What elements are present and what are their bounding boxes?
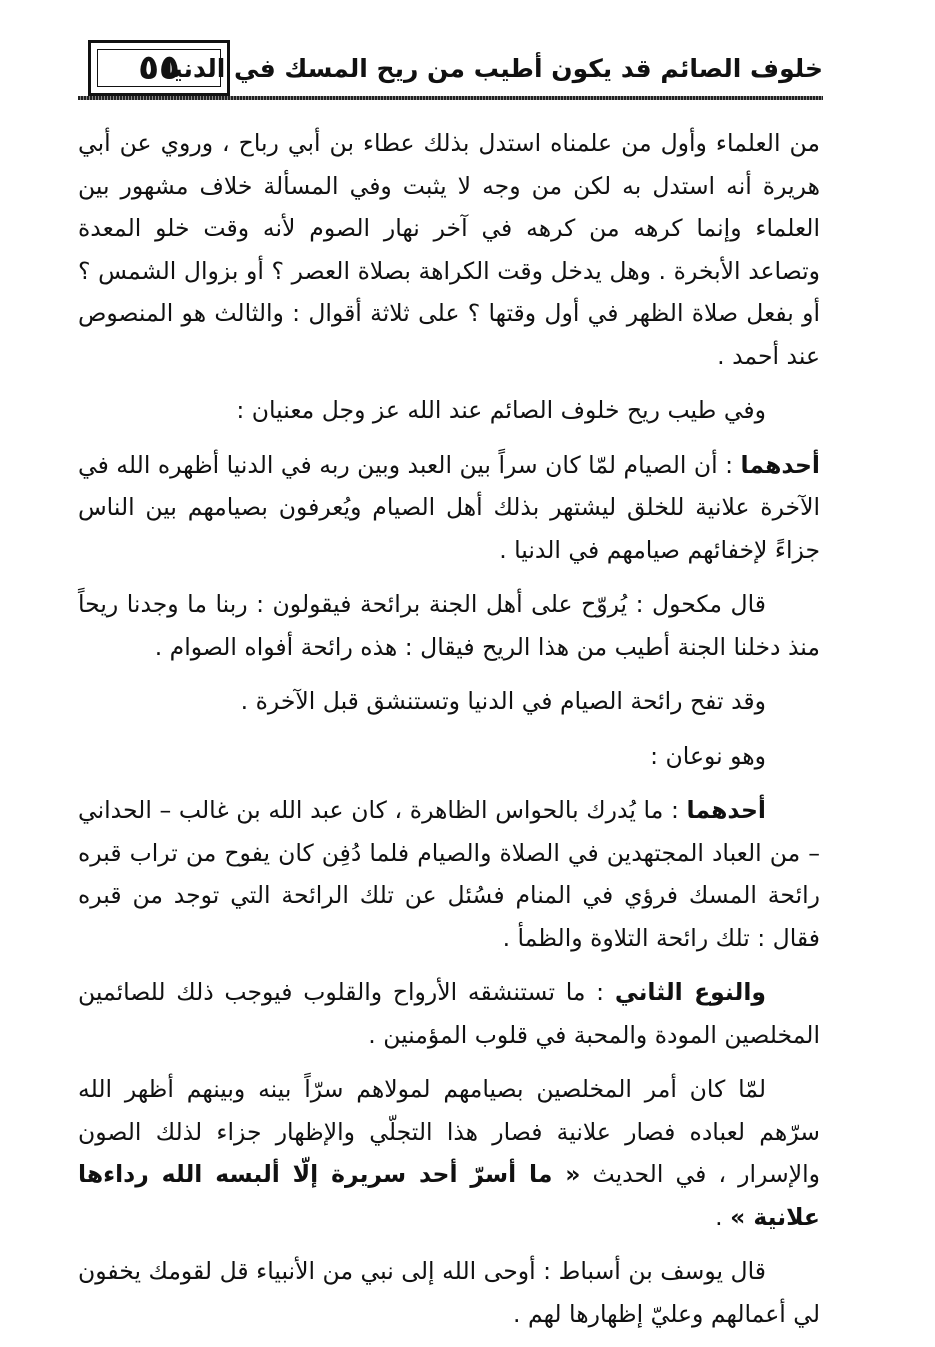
paragraph-2 [78,389,820,432]
paragraph-lead: أحدهما [740,450,820,479]
paragraph-text: وفي طيب ريح خلوف الصائم عند الله عز وجل معنيان : [236,396,766,424]
running-title: خلوف الصائم قد يكون أطيب من ريح المسك في الدنيا [163,54,823,83]
paragraph-5 [78,680,820,723]
hadith-quote: « ما أسرّ أحد سريرة إلّا ألبسه الله رداءها علانية » [78,1160,820,1231]
paragraph-text: قال مكحول : يُروّح على أهل الجنة برائحة فيقولون : ربنا ما وجدنا ريحاً منذ دخلنا الجنة أطيب من هذا الريح فيقال : هذه رائحة أفواه الصوام . [78,590,820,661]
paragraph-text: : ما تستنشقه الأرواح والقلوب فيوجب ذلك للصائمين المخلصين المودة والمحبة في قلوب المؤمنين . [78,978,820,1049]
paragraph-8 [78,971,820,1056]
paragraph-1 [78,122,820,377]
page-body [78,122,820,1347]
paragraph-text: : أن الصيام لمّا كان سراً بين العبد وبين ربه في الدنيا أظهره الله في الآخرة علانية للخلق ليشتهر بذلك أهل الصيام ويُعرفون بصيامهم بين الناس جزاءً لإخفائهم صيامهم في الدنيا . [78,450,820,564]
paragraph-10 [78,1250,820,1335]
paragraph-3 [78,444,820,572]
paragraph-text: قال يوسف بن أسباط : أوحى الله إلى نبي من الأنبياء قل لقومك يخفون لي أعمالهم وعليّ إظهارها لهم . [78,1257,820,1328]
paragraph-lead: والنوع الثاني [614,978,766,1006]
paragraph-text: من العلماء وأول من علمناه استدل بذلك عطاء بن أبي رباح ، وروي عن أبي هريرة أنه استدل به لكن من وجه لا يثبت وفي المسألة خلاف مشهور بين العلماء وإنما كرهه من كرهه في آخر نهار الصوم لأنه وقت خلو المعدة وتصاعد الأبخرة . وهل يدخل وقت الكراهة بصلاة العصر ؟ أو بزوال الشمس ؟ أو بفعل صلاة الظهر في أول وقتها ؟ على ثلاثة أقوال : والثالث هو المنصوص عند أحمد . [78,129,820,370]
paragraph-9 [78,1068,820,1238]
paragraph-lead: أحدهما [686,796,766,824]
paragraph-7 [78,789,820,959]
paragraph-text: لمّا كان أمر المخلصين بصيامهم لمولاهم سرّاً بينه وبينهم أظهر الله سرّهم لعباده فصار علانية فصار هذا التجلّي والإظهار جزاء لذلك الصون والإسرار ، في الحديث [78,1075,820,1188]
page-header [78,40,823,104]
paragraph-text: : ما يُدرك بالحواس الظاهرة ، كان عبد الله بن غالب – الحداني – من العباد المجتهدين في الصلاة والصيام فلما دُفِن كان يفوح من تراب قبره رائحة المسك فرؤي في المنام فسُئل عن تلك الرائحة التي توجد من قبره فقال : تلك رائحة التلاوة والظمأ . [78,796,820,952]
paragraph-text: وقد تفح رائحة الصيام في الدنيا وتستنشق قبل الآخرة . [240,687,766,715]
paragraph-4 [78,583,820,668]
header-divider [78,96,823,100]
paragraph-6 [78,735,820,778]
paragraph-tail: . [715,1202,731,1231]
paragraph-text: وهو نوعان : [650,741,766,770]
page-number: ٥٥ [138,48,180,88]
